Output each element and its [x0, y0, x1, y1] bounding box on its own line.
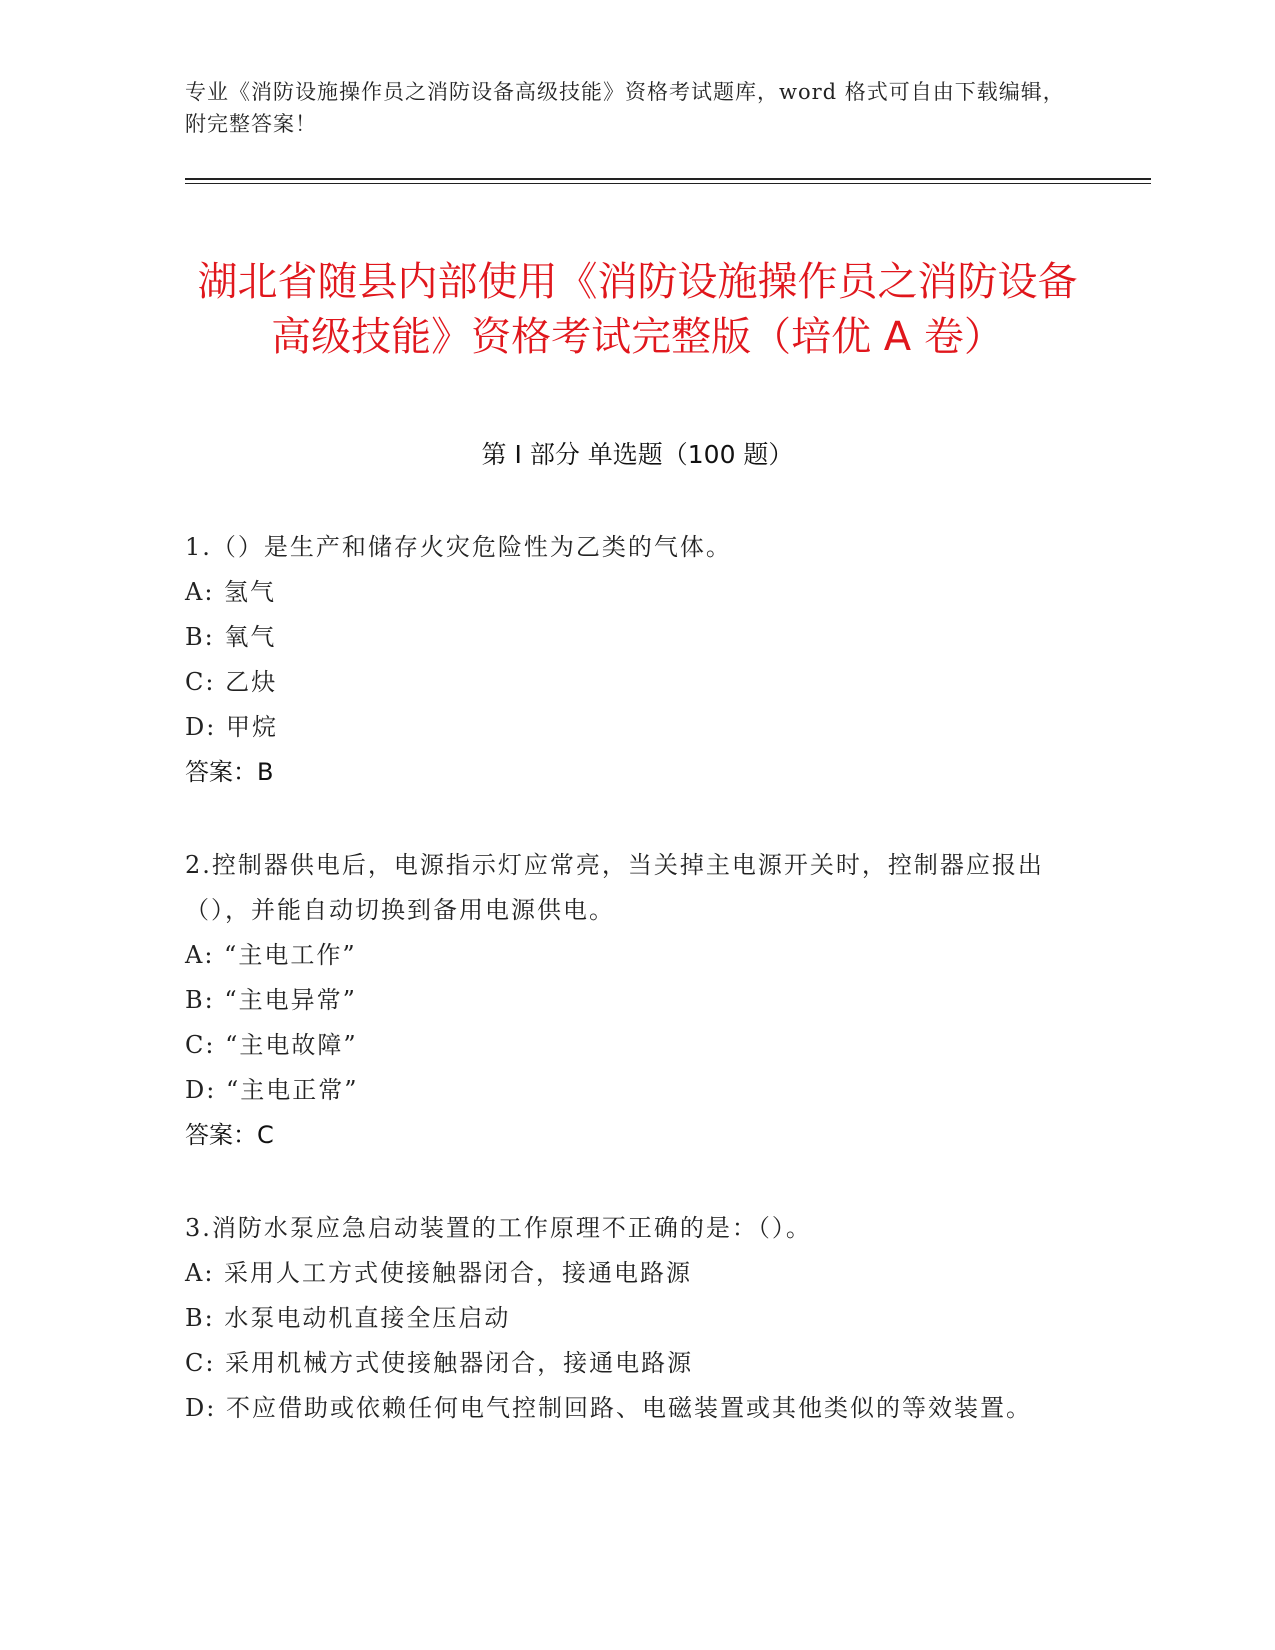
option-b: B: 氧气	[185, 623, 277, 651]
header-note: 专业《消防设施操作员之消防设备高级技能》资格考试题库，word 格式可自由下载编辑，附完整答案！	[185, 80, 1065, 136]
option-c: C: 采用机械方式使接触器闭合，接通电路源	[185, 1349, 694, 1377]
option-a: A: “主电工作”	[185, 941, 357, 969]
question-list	[185, 525, 1065, 1479]
option-a: A: 采用人工方式使接触器闭合，接通电路源	[185, 1259, 693, 1287]
option-d: D: 甲烷	[185, 713, 278, 741]
option-c: C: “主电故障”	[185, 1031, 358, 1059]
option-b: B: “主电异常”	[185, 986, 357, 1014]
section-heading: 第 I 部分 单选题（100 题）	[481, 440, 794, 469]
question-3	[185, 1206, 1065, 1431]
question-stem: 1.（）是生产和储存火灾危险性为乙类的气体。	[185, 533, 732, 561]
document-title: 湖北省随县内部使用《消防设施操作员之消防设备高级技能》资格考试完整版（培优 A 卷）	[197, 258, 1078, 360]
option-d: D: “主电正常”	[185, 1076, 359, 1104]
answer: 答案：C	[185, 1121, 274, 1149]
header-divider-thin	[185, 183, 1151, 184]
question-stem: 3.消防水泵应急启动装置的工作原理不正确的是：（）。	[185, 1214, 812, 1242]
option-b: B: 水泵电动机直接全压启动	[185, 1304, 511, 1332]
question-stem: 2.控制器供电后，电源指示灯应常亮，当关掉主电源开关时，控制器应报出（），并能自动切换到备用电源供电。	[185, 851, 1044, 924]
question-2	[185, 843, 1065, 1158]
header-divider-thick	[185, 178, 1151, 180]
question-1	[185, 525, 1065, 795]
option-c: C: 乙炔	[185, 668, 278, 696]
answer: 答案：B	[185, 758, 274, 786]
option-a: A: 氢气	[185, 578, 277, 606]
option-d: D: 不应借助或依赖任何电气控制回路、电磁装置或其他类似的等效装置。	[185, 1394, 1032, 1422]
